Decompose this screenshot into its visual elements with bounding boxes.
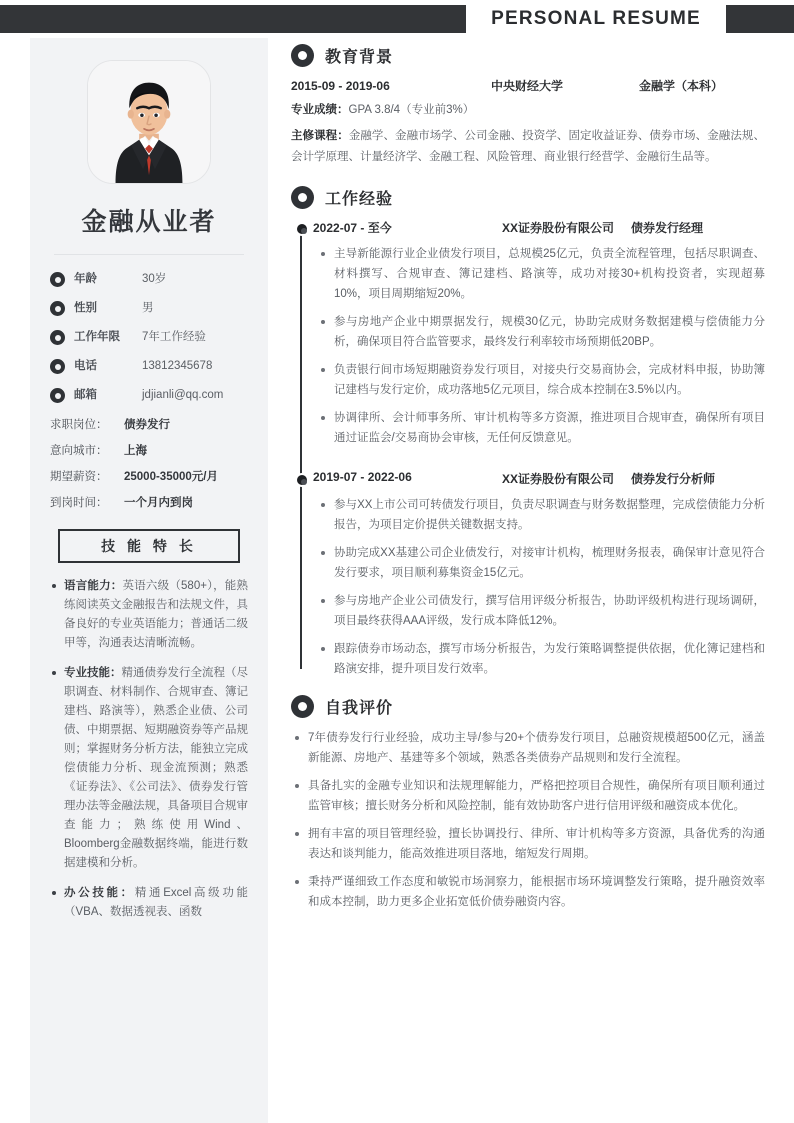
education-date: 2015-09 - 2019-06 — [291, 79, 390, 93]
pref-value: 债券发行 — [124, 419, 170, 431]
section-title: 工作经验 — [325, 191, 394, 208]
education-gpa-label: 专业成绩： — [291, 104, 349, 116]
contact-value: 30岁 — [142, 273, 167, 285]
bullet-dot-icon — [321, 551, 325, 555]
skill-term: 专业技能： — [64, 667, 122, 679]
contact-row-phone — [50, 358, 248, 374]
job-bullet-item — [321, 495, 765, 535]
sidebar-divider — [54, 254, 244, 255]
pref-label: 求职岗位： — [50, 419, 108, 431]
job-date: 2022-07 - 至今 — [313, 221, 392, 235]
bullet-dot-icon — [321, 320, 325, 324]
job-bullet-item — [321, 244, 765, 304]
job-role: 债券发行经理 — [631, 221, 704, 235]
self-eval-text: 具备扎实的金融专业知识和法规理解能力，严格把控项目合规性，确保所有项目顺利通过监管审核；擅长财务分析和风险控制，能有效协助客户进行信用评级和融资成本优化。 — [308, 780, 765, 812]
bullet-dot-icon — [52, 671, 56, 675]
job-bullet-text: 协助完成XX基建公司企业债发行，对接审计机构，梳理财务报表，确保审计意见符合发行要求，项目顺利募集资金15亿元。 — [334, 547, 765, 579]
contact-value: 7年工作经验 — [142, 331, 206, 343]
job-bullet-text: 参与房地产企业公司债发行，撰写信用评级分析报告，协助评级机构进行现场调研，项目最终获得AAA评级，发行成本降低12%。 — [334, 595, 765, 627]
education-row — [291, 77, 765, 94]
timeline-dot-icon — [295, 473, 309, 487]
bullet-dot-icon — [52, 584, 56, 588]
self-eval-item — [295, 872, 765, 912]
avatar — [87, 60, 211, 184]
bullet-dot-icon — [295, 736, 299, 740]
education-school: 中央财经大学 — [491, 79, 564, 93]
bullet-dot-icon — [295, 784, 299, 788]
skill-body: 精通债券发行全流程（尽职调查、材料制作、合规审查、簿记建档、路演等），熟悉企业债、公司债、中期票据、短期融资券等产品规则；掌握财务分析方法，能独立完成偿债能力分析、现金流预测；熟悉《证券法》、《公司法》、债券发行管理办法等金融法规，具备项目合规审查能力；熟练使用Wind、Bloomberg金融数据终端，能进行数据建模和分析。 — [64, 667, 248, 869]
work-timeline — [291, 219, 765, 679]
contact-label: 电话 — [74, 360, 97, 372]
phone-ring-icon — [50, 359, 65, 374]
pref-value: 一个月内到岗 — [124, 497, 193, 509]
pref-row-city — [50, 443, 248, 459]
pref-row-salary — [50, 469, 248, 485]
job-bullet-text: 协调律所、会计师事务所、审计机构等多方资源，推进项目合规审查，确保所有项目通过证监会/交易商协会审核，无任何反馈意见。 — [334, 412, 765, 444]
contact-list — [50, 271, 248, 403]
contact-row-gender — [50, 300, 248, 316]
job-role: 债券发行分析师 — [631, 472, 716, 486]
pref-row-position — [50, 417, 248, 433]
pref-label: 到岗时间： — [50, 497, 108, 509]
ring-icon — [50, 272, 65, 287]
bullet-dot-icon — [321, 368, 325, 372]
pref-row-availability — [50, 495, 248, 511]
section-title: 自我评价 — [325, 700, 394, 717]
contact-row-email — [50, 387, 248, 403]
job-date: 2019-07 - 2022-06 — [313, 470, 412, 484]
job-bullet-item — [321, 312, 765, 352]
job-header — [313, 470, 765, 487]
section-work-experience — [291, 186, 765, 679]
contact-value: 13812345678 — [142, 360, 213, 372]
section-education — [291, 44, 765, 168]
skill-item-professional — [52, 664, 248, 873]
section-ring-icon — [291, 695, 314, 718]
job-entry — [313, 470, 765, 679]
skill-item-office — [52, 884, 248, 922]
job-bullet-text: 参与XX上市公司可转债发行项目，负责尽职调查与财务数据整理，完成偿债能力分析报告，为项目定价提供关键数据支持。 — [334, 499, 765, 531]
pref-label: 期望薪资： — [50, 471, 108, 483]
bullet-dot-icon — [295, 880, 299, 884]
pref-label: 意向城市： — [50, 445, 108, 457]
education-major: 金融学（本科） — [639, 79, 724, 93]
job-entry — [313, 219, 765, 448]
contact-label: 工作年限 — [74, 331, 120, 343]
bullet-dot-icon — [321, 416, 325, 420]
job-company: XX证券股份有限公司 — [501, 472, 614, 486]
job-bullet-text: 参与房地产企业中期票据发行，规模30亿元，协助完成财务数据建模与偿债能力分析，确保项目符合监管要求，最终发行利率较市场预期低20BP。 — [334, 316, 765, 348]
education-gpa-value: GPA 3.8/4（专业前3%） — [348, 104, 475, 116]
skills-list — [50, 577, 248, 922]
education-gpa — [291, 101, 765, 120]
education-courses-label: 主修课程： — [291, 130, 349, 142]
self-eval-list — [291, 728, 765, 912]
bullet-dot-icon — [321, 647, 325, 651]
job-header — [313, 219, 765, 236]
contact-label: 性别 — [74, 302, 97, 314]
self-eval-text: 7年债券发行行业经验，成功主导/参与20+个债券发行项目，总融资规模超500亿元，涵盖新能源、房地产、基建等多个领域，熟悉各类债券产品规则和发行全流程。 — [308, 732, 765, 764]
education-courses — [291, 126, 765, 168]
section-header-education — [291, 44, 765, 67]
job-bullet-text: 负责银行间市场短期融资券发行项目，对接央行交易商协会，完成材料申报，协助簿记建档与发行定价，成功落地5亿元项目，综合成本控制在3.5%以内。 — [334, 364, 765, 396]
section-self-evaluation — [291, 695, 765, 912]
section-ring-icon — [291, 44, 314, 67]
skill-body: 精通Excel高级功能（VBA、数据透视表、函数 — [64, 887, 249, 918]
job-bullet-item — [321, 543, 765, 583]
timeline-dot-icon — [295, 222, 309, 236]
job-bullet-text: 主导新能源行业企业债发行项目，总规模25亿元，负责全流程管理，包括尽职调查、材料撰写、合规审查、簿记建档、路演等，成功对接30+机构投资者，实现超募10%，项目周期缩短20%。 — [334, 248, 765, 300]
skill-body: 英语六级（580+），能熟练阅读英文金融报告和法规文件，具备良好的专业英语能力；普通话二级甲等，沟通表达清晰流畅。 — [64, 580, 248, 649]
bullet-dot-icon — [321, 503, 325, 507]
self-eval-item — [295, 824, 765, 864]
section-ring-icon — [291, 186, 314, 209]
main-column — [291, 44, 765, 920]
contact-value: 男 — [142, 302, 154, 314]
contact-label: 年龄 — [74, 273, 97, 285]
contact-row-experience — [50, 329, 248, 345]
job-bullets — [313, 495, 765, 679]
self-eval-item — [295, 776, 765, 816]
skill-item-language — [52, 577, 248, 653]
education-courses-value: 金融学、金融市场学、公司金融、投资学、固定收益证券、债券市场、金融法规、会计学原理、计量经济学、金融工程、风险管理、商业银行经营学、金融衍生品等。 — [291, 130, 765, 163]
section-header-work — [291, 186, 765, 209]
job-bullet-item — [321, 408, 765, 448]
pref-value: 上海 — [124, 445, 147, 457]
email-ring-icon — [50, 388, 65, 403]
bullet-dot-icon — [295, 832, 299, 836]
sidebar — [30, 38, 268, 1123]
job-bullet-item — [321, 591, 765, 631]
contact-label: 邮箱 — [74, 389, 97, 401]
job-preference-list — [50, 417, 248, 511]
job-company: XX证券股份有限公司 — [501, 221, 614, 235]
skill-term: 办公技能： — [64, 887, 135, 899]
bullet-dot-icon — [321, 599, 325, 603]
page-title: PERSONAL RESUME — [491, 8, 701, 29]
bullet-dot-icon — [321, 252, 325, 256]
section-title: 教育背景 — [325, 49, 394, 66]
portrait-illustration — [88, 61, 210, 183]
self-eval-text: 拥有丰富的项目管理经验，擅长协调投行、律所、审计机构等多方资源，具备优秀的沟通表达和谈判能力，能高效推进项目落地，缩短发行周期。 — [308, 828, 765, 860]
section-header-self-eval — [291, 695, 765, 718]
bullet-dot-icon — [52, 891, 56, 895]
self-eval-item — [295, 728, 765, 768]
pref-value: 25000-35000元/月 — [124, 471, 218, 483]
contact-row-age — [50, 271, 248, 287]
skills-title: 技 能 特 长 — [58, 529, 240, 563]
self-eval-text: 秉持严谨细致工作态度和敏锐市场洞察力，能根据市场环境调整发行策略，提升融资效率和成本控制，助力更多企业拓宽低价债券融资内容。 — [308, 876, 765, 908]
person-name: 金融从业者 — [81, 208, 217, 236]
job-bullets — [313, 244, 765, 448]
ring-icon — [50, 330, 65, 345]
ring-icon — [50, 301, 65, 316]
job-bullet-item — [321, 639, 765, 679]
contact-value: jdjianli@qq.com — [142, 389, 224, 401]
job-bullet-item — [321, 360, 765, 400]
job-bullet-text: 跟踪债券市场动态，撰写市场分析报告，为发行策略调整提供依据，优化簿记建档和路演安排，提升项目发行效率。 — [334, 643, 765, 675]
skill-term: 语言能力： — [64, 580, 123, 592]
